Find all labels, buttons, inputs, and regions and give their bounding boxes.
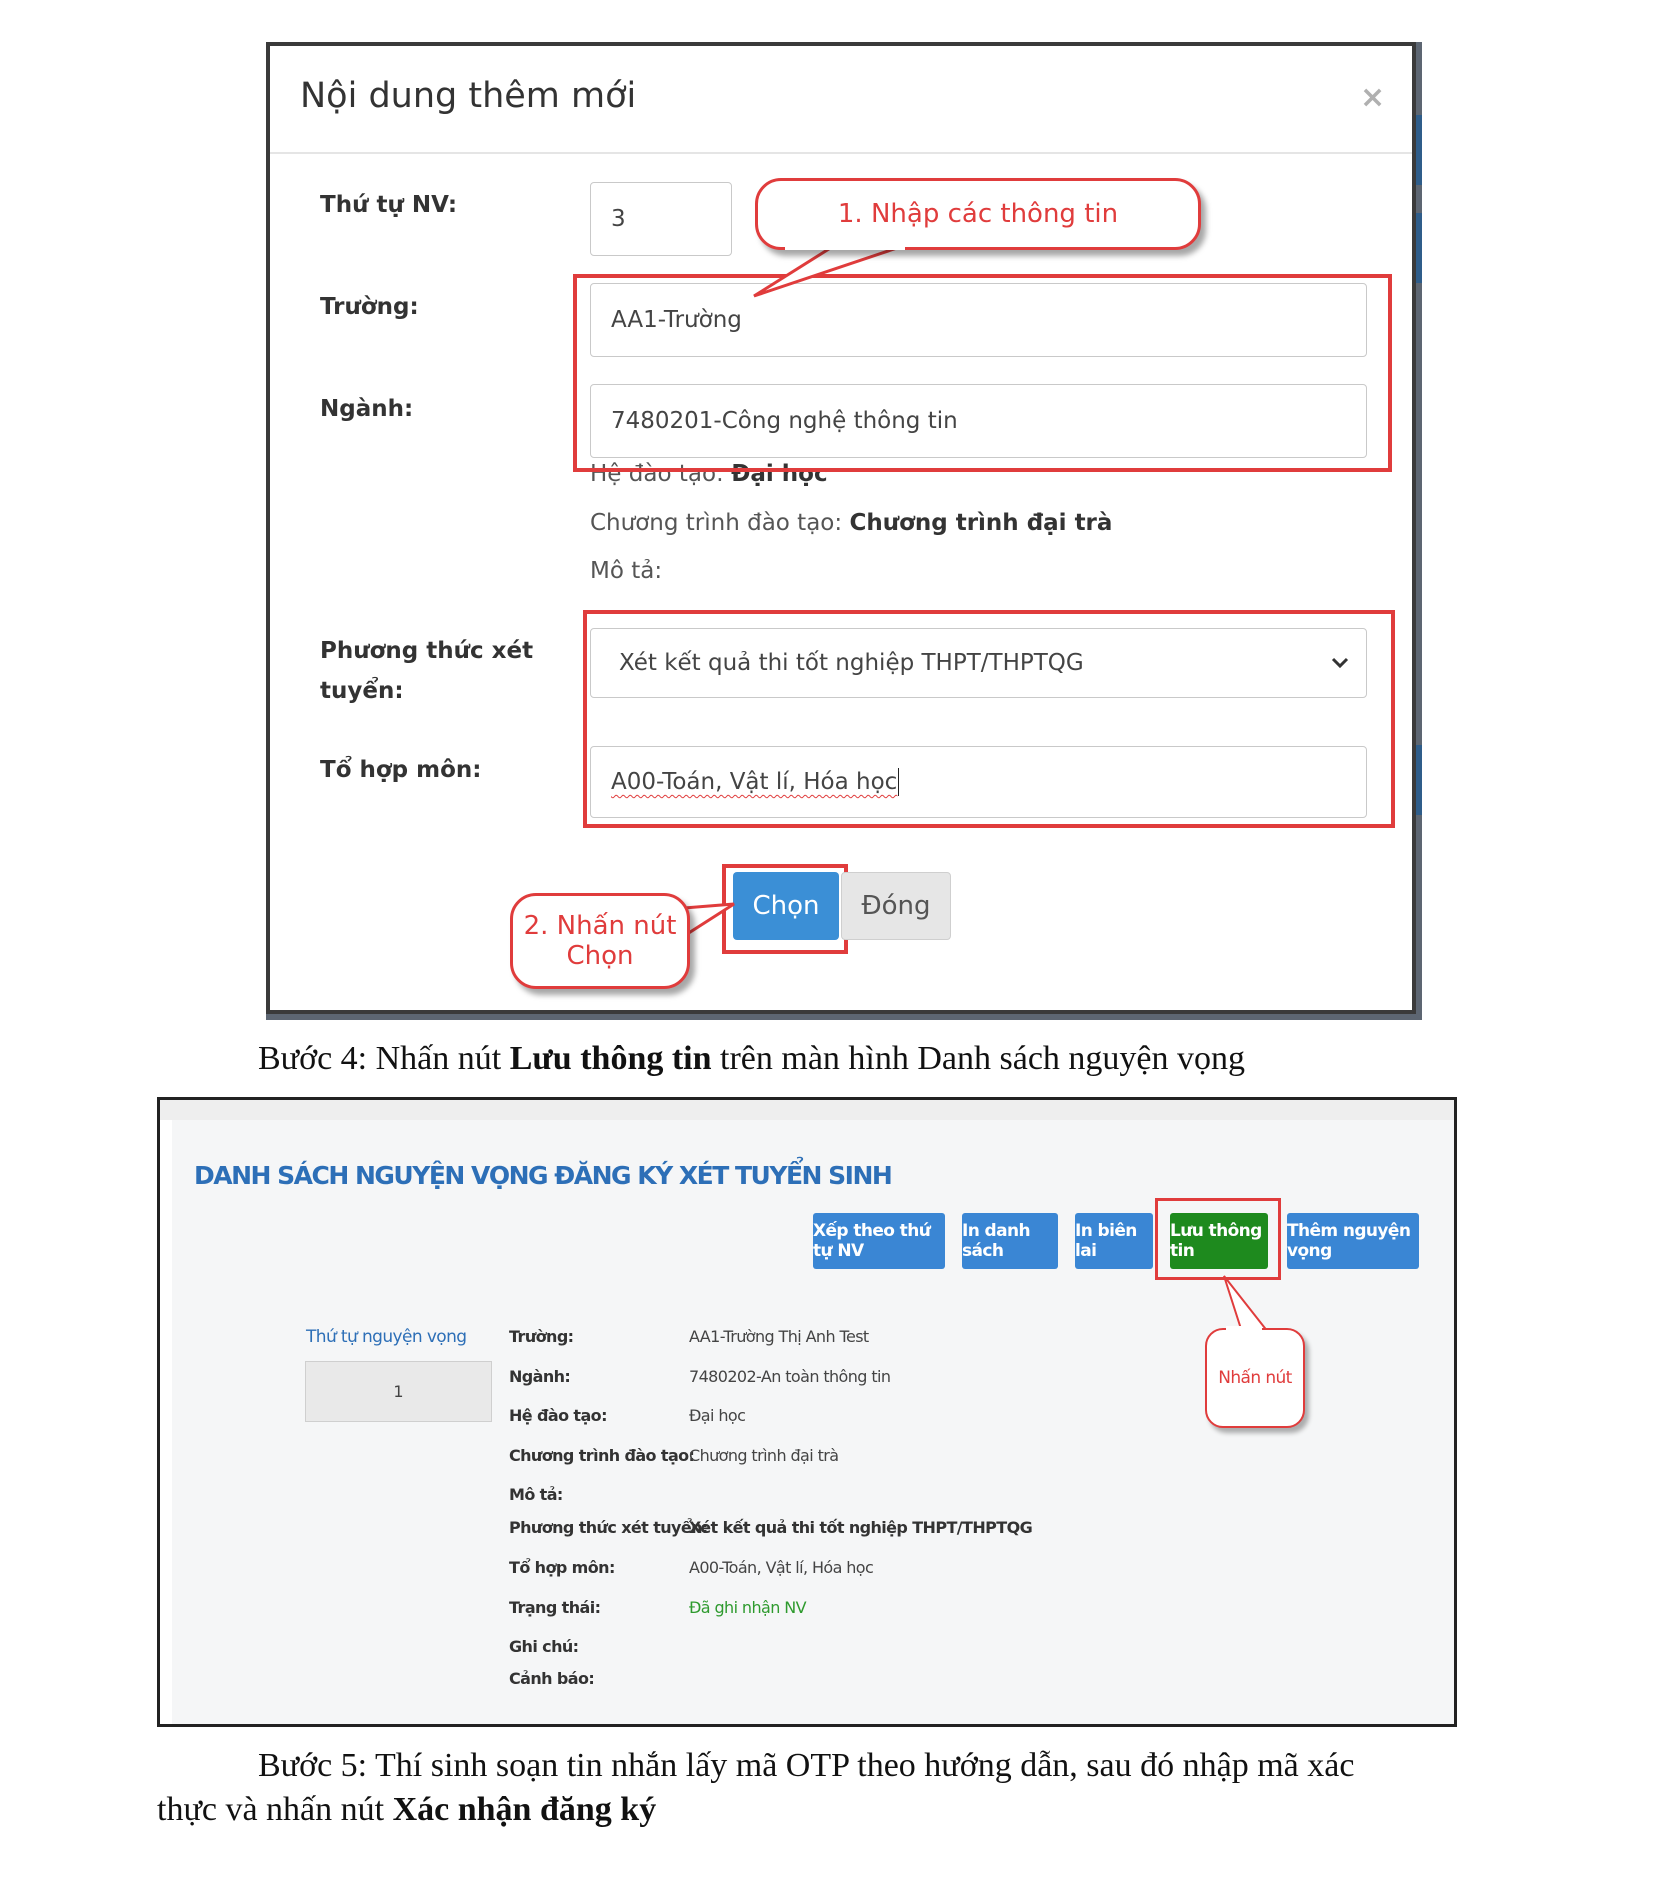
he-dao-tao-value: Đại học [731,461,828,487]
detail-label: Trường: [509,1327,574,1346]
detail-value: A00-Toán, Vật lí, Hóa học [689,1558,874,1577]
caption-step5-pre: thực và nhấn nút [157,1791,393,1828]
them-nguyen-vong-button[interactable]: Thêm nguyện vọng [1287,1213,1419,1269]
in-danh-sach-button[interactable]: In danh sách [962,1213,1058,1269]
he-dao-tao-label: Hệ đào tạo: [590,461,724,487]
in-bien-lai-button[interactable]: In biên lai [1075,1213,1153,1269]
phuong-thuc-value: Xét kết quả thi tốt nghiệp THPT/THPTQG [619,650,1084,676]
detail-label: Ngành: [509,1367,571,1386]
mo-ta-label: Mô tả: [590,558,663,584]
label-truong: Trường: [320,294,419,320]
callout-step1: 1. Nhập các thông tin [755,178,1201,250]
highlight-box-phuong-thuc-to-hop [583,610,1395,828]
modal-divider [270,152,1412,154]
detail-label: Chương trình đào tạo: [509,1446,695,1465]
to-hop-mon-value: A00-Toán, Vật lí, Hóa học [611,769,898,795]
caption-step4 [258,1040,1245,1078]
detail-label: Tổ hợp môn: [509,1558,615,1577]
caption-step5-line1: Bước 5: Thí sinh soạn tin nhắn lấy mã OTP theo hướng dẫn, sau đó nhập mã xác [258,1747,1355,1784]
highlight-box-truong-nganh [573,274,1392,472]
xep-theo-thu-tu-button[interactable]: Xếp theo thứ tự NV [813,1213,945,1269]
modal-title: Nội dung thêm mới [300,76,637,116]
nganh-value: 7480201-Công nghệ thông tin [611,408,958,434]
luu-thong-tin-button[interactable]: Lưu thông tin [1170,1213,1268,1269]
callout-nhan-nut: Nhấn nút [1205,1328,1305,1428]
close-icon[interactable]: × [1360,80,1386,115]
detail-value: Chương trình đại trà [689,1446,839,1465]
caption-step4-post: trên màn hình Danh sách nguyện vọng [711,1040,1246,1077]
chuong-trinh-label: Chương trình đào tạo: [590,510,843,536]
thu-tu-nv-input[interactable] [590,182,732,256]
detail-label: Ghi chú: [509,1637,579,1656]
chuong-trinh-value: Chương trình đại trà [849,510,1113,536]
dong-button[interactable]: Đóng [841,872,951,940]
callout-step2-line1: 2. Nhấn nút [523,911,677,941]
caption-step5-line2 [157,1791,656,1829]
caption-step4-pre: Bước 4: Nhấn nút [258,1040,510,1077]
detail-label: Hệ đào tạo: [509,1406,607,1425]
callout-step2-line2: Chọn [566,941,634,971]
label-to-hop-mon: Tổ hợp môn: [320,757,482,783]
list-top-bar [160,1100,1454,1120]
callout-step2 [510,893,690,989]
highlight-box-luu [1155,1198,1281,1280]
detail-value: Xét kết quả thi tốt nghiệp THPT/THPTQG [689,1518,1033,1537]
callout-join [785,236,905,250]
caption-step5-bold: Xác nhận đăng ký [392,1791,657,1828]
order-field[interactable] [305,1361,492,1422]
callout-join [1226,1326,1262,1332]
thu-tu-nv-value: 3 [611,206,626,232]
detail-value: 7480202-An toàn thông tin [689,1367,891,1386]
truong-value: AA1-Trường [611,307,742,333]
detail-label: Phương thức xét tuyển: [509,1518,708,1537]
caption-step4-bold: Lưu thông tin [509,1040,712,1077]
chon-button[interactable]: Chọn [733,872,839,940]
label-phuong-thuc-line1: Phương thức xét [320,638,534,664]
detail-value: Đã ghi nhận NV [689,1598,806,1617]
detail-value: AA1-Trường Thị Anh Test [689,1327,869,1346]
order-label: Thứ tự nguyện vọng [306,1327,467,1347]
detail-value: Đại học [689,1406,746,1425]
label-phuong-thuc-line2: tuyển: [320,678,404,704]
chuong-trinh-line [590,510,1112,536]
detail-label: Cảnh báo: [509,1669,595,1688]
detail-label: Trạng thái: [509,1598,601,1617]
list-title: DANH SÁCH NGUYỆN VỌNG ĐĂNG KÝ XÉT TUYỂN SINH [194,1161,892,1190]
label-nganh: Ngành: [320,396,414,422]
label-thu-tu-nv: Thứ tự NV: [320,192,458,218]
order-value: 1 [393,1382,404,1401]
detail-label: Mô tả: [509,1485,563,1504]
